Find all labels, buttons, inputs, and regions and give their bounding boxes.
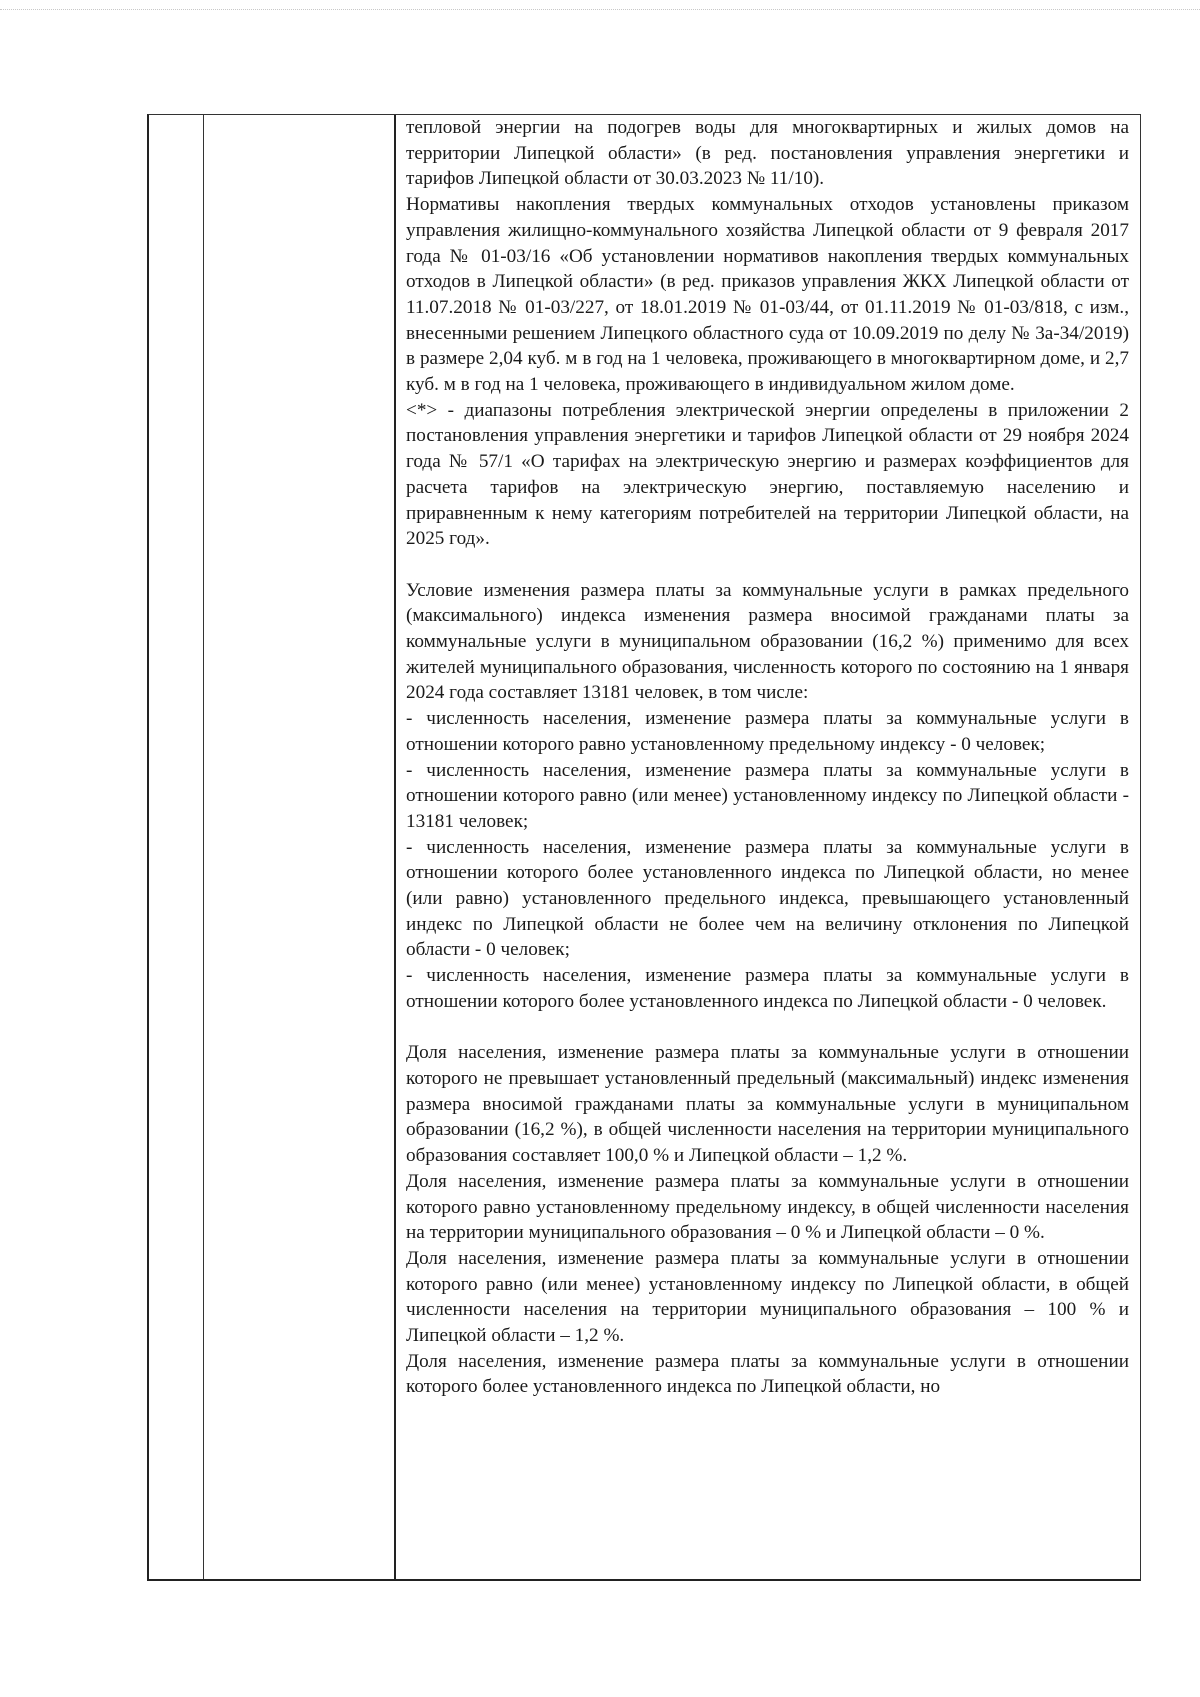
list-item: - численность населения, изменение размера платы за коммунальные услуги в отношении которого более установленного индекса по Липецкой области, но менее (или равно) установленного предельного индекса, превышающего установленный индекс по Липецкой области не более чем на величину отклонения по Липецкой области - 0 человек; bbox=[406, 836, 1129, 961]
paragraph-electricity-footnote: <*> - диапазоны потребления электрической энергии определены в приложении 2 постановления управления энергетики и тарифов Липецкой области от 29 ноября 2024 года № 57/1 «О тарифах на электрическую энергию и размерах коэффициентов для расчета тарифов на электрическую энергию, поставляемую населению и приравненным к нему категориям потребителей на территории Липецкой области, на 2025 год». bbox=[406, 399, 1129, 550]
list-item: - численность населения, изменение размера платы за коммунальные услуги в отношении которого равно установленному предельному индексу - 0 человек; bbox=[406, 708, 1129, 755]
paragraph-share-regional-index: Доля населения, изменение размера платы за коммунальные услуги в отношении которого равно (или менее) установленному индексу по Липецкой области, в общей численности населения на территории муниципального образования – 100 % и Липецкой области – 1,2 %. bbox=[406, 1247, 1129, 1347]
list-item: - численность населения, изменение размера платы за коммунальные услуги в отношении которого более установленного индекса по Липецкой области - 0 человек. bbox=[406, 965, 1129, 1012]
paragraph-conditions-intro: Условие изменения размера платы за коммунальные услуги в рамках предельного (максимального) индекса изменения размера вносимой гражданами платы за коммунальные услуги в муниципальном образовании (16,2 %) применимо для всех жителей муниципального образования, численность которого по состоянию на 1 января 2024 года составляет 13181 человек, в том числе: bbox=[406, 579, 1129, 704]
table-column-content bbox=[396, 115, 1141, 1579]
paragraph-gap bbox=[406, 552, 1129, 578]
paragraph-heat-energy: тепловой энергии на подогрев воды для многоквартирных и жилых домов на территории Липецкой области» (в ред. постановления управления энергетики и тарифов Липецкой области от 30.03.2023 № 11/10). bbox=[406, 117, 1129, 190]
table-column-name bbox=[204, 115, 396, 1579]
table-column-number bbox=[149, 115, 204, 1579]
paragraph-waste-norms: Нормативы накопления твердых коммунальных отходов установлены приказом управления жилищно-коммунального хозяйства Липецкой области от 9 февраля 2017 года № 01-03/16 «Об установлении нормативов накопления твердых коммунальных отходов в Липецкой области» (в ред. приказов управления ЖКХ Липецкой области от 11.07.2018 № 01-03/227, от 18.01.2019 № 01-03/44, от 01.11.2019 № 01-03/818, с изм., внесенными решением Липецкого областного суда от 10.09.2019 по делу № 3а-34/2019) в размере 2,04 куб. м в год на 1 человека, проживающего в многоквартирном доме, и 2,7 куб. м в год на 1 человека, проживающего в индивидуальном жилом доме. bbox=[406, 194, 1129, 396]
list-item: - численность населения, изменение размера платы за коммунальные услуги в отношении которого равно (или менее) установленному индексу по Липецкой области - 13181 человек; bbox=[406, 759, 1129, 832]
paragraph-share-equal-limit: Доля населения, изменение размера платы за коммунальные услуги в отношении которого равно установленному предельному индексу, в общей численности населения на территории муниципального образования – 0 % и Липецкой области – 0 %. bbox=[406, 1170, 1129, 1244]
scan-edge-line bbox=[0, 9, 1200, 10]
paragraph-gap bbox=[406, 1015, 1129, 1041]
paragraph-share-not-exceeding: Доля населения, изменение размера платы за коммунальные услуги в отношении которого не превышает установленный предельный (максимальный) индекс изменения размера вносимой гражданами платы за коммунальные услуги в муниципальном образовании (16,2 %), в общей численности населения на территории муниципального образования составляет 100,0 % и Липецкой области – 1,2 %. bbox=[406, 1042, 1129, 1167]
paragraph-share-above-regional: Доля населения, изменение размера платы за коммунальные услуги в отношении которого более установленного индекса по Липецкой области, но bbox=[406, 1350, 1129, 1398]
document-table bbox=[147, 114, 1141, 1581]
